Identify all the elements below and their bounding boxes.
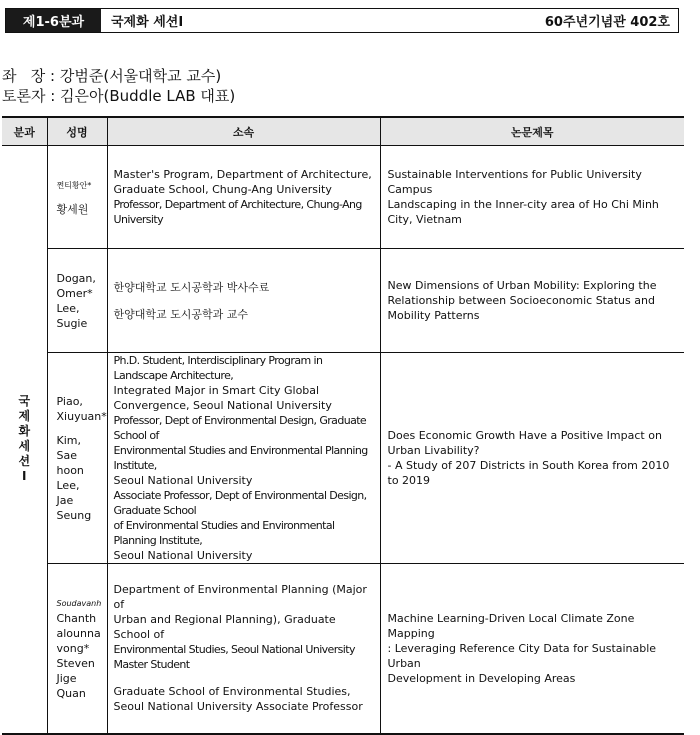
division-cell bbox=[2, 146, 47, 734]
col-division: 분과 bbox=[2, 117, 47, 146]
section-tag: 제1-6분과 bbox=[6, 9, 101, 32]
col-name: 성명 bbox=[47, 117, 107, 146]
name-cell: Piao, Xiuyuan* Kim, Sae hoon Lee, Jae Seung bbox=[47, 353, 107, 564]
paper-title-cell: Sustainable Interventions for Public University Campus Landscaping in the Inner-city area of Ho Chi Minh City, Vietnam bbox=[380, 146, 684, 249]
session-table bbox=[2, 116, 684, 735]
affiliation-cell: Master's Program, Department of Architecture, Graduate School, Chung-Ang University Professor, Department of Architecture, Chung-Ang University bbox=[107, 146, 380, 249]
name-cell: Soudavanh Chanth alounna vong* Steven Jige Quan bbox=[47, 564, 107, 734]
affiliation-cell: Department of Environmental Planning (Major of Urban and Regional Planning), Graduate School of Environmental Studies, Seoul National University Master Student Graduate School of Environmental Studies, Seoul National University Associate Professor bbox=[107, 564, 380, 734]
chair-line: 좌 장 : 강범준(서울대학교 교수) bbox=[2, 67, 222, 85]
col-affiliation: 소속 bbox=[107, 117, 380, 146]
table-row bbox=[2, 146, 684, 249]
table-header-row bbox=[2, 117, 684, 146]
table-row bbox=[2, 249, 684, 353]
paper-title-cell: Machine Learning-Driven Local Climate Zone Mapping : Leveraging Reference City Data for Sustainable Urban Development in Developing Areas bbox=[380, 564, 684, 734]
table-row bbox=[2, 353, 684, 564]
name-cell: Dogan, Omer* Lee, Sugie bbox=[47, 249, 107, 353]
room-label: 60주년기념관 402호 bbox=[544, 15, 670, 30]
affiliation-cell: Ph.D. Student, Interdisciplinary Program in Landscape Architecture, Integrated Major in Smart City Global Convergence, Seoul National University Professor, Dept of Environmental Design, Graduate School of Environmental Studies and Environmental Planning Institute, Seoul National University Associate Professor, Dept of Environmental Design, Graduate School of Environmental Studies and Environmental Planning Institute, Seoul National University bbox=[107, 353, 380, 564]
table-row bbox=[2, 564, 684, 734]
affiliation-cell: 한양대학교 도시공학과 박사수료 한양대학교 도시공학과 교수 bbox=[107, 249, 380, 353]
name-cell: 쩐티황안* 황세원 bbox=[47, 146, 107, 249]
session-title: 국제화 세션Ⅰ bbox=[111, 15, 184, 30]
discussant-line: 토론자 : 김은아(Buddle LAB 대표) bbox=[2, 87, 236, 105]
division-label: 국 제 화 세 션 Ⅰ bbox=[18, 394, 31, 484]
paper-title-cell: Does Economic Growth Have a Positive Impact on Urban Livability? - A Study of 207 Districts in South Korea from 2010 to 2019 bbox=[380, 353, 684, 564]
paper-title-cell: New Dimensions of Urban Mobility: Exploring the Relationship between Socioeconomic Status and Mobility Patterns bbox=[380, 249, 684, 353]
col-paper-title: 논문제목 bbox=[380, 117, 684, 146]
session-header bbox=[5, 8, 679, 33]
